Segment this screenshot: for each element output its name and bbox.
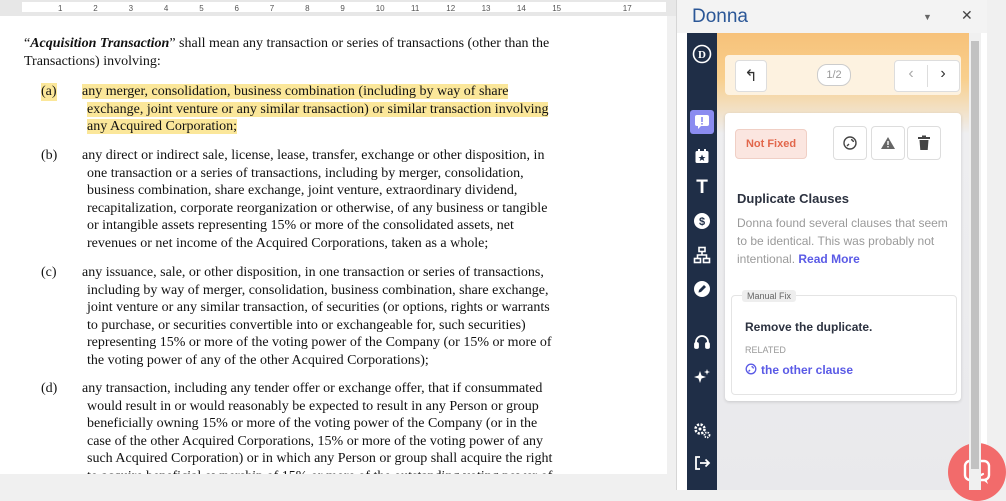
clause-line-text: case of the other Acquired Corporations, 15% or more of the voting power of any [87, 433, 544, 449]
issue-description [737, 214, 955, 268]
fix-type-tag: Manual Fix [742, 290, 796, 302]
clause-line [87, 398, 539, 416]
ruler-mark: 8 [305, 4, 310, 13]
intro-text: ” shall mean any transaction or series of transactions (other than the [169, 36, 550, 51]
ruler-mark: 4 [163, 4, 169, 13]
clause-line [87, 317, 526, 335]
donna-task-pane [676, 0, 987, 490]
clause-line-text: revenues or net income of the Acquired Corporations, taken as a whole; [87, 236, 489, 251]
clause-line-text: representing 15% or more of the voting power of the Company (or 15% or more of [87, 335, 552, 351]
clause-line [87, 352, 429, 370]
locate-clause-button[interactable] [833, 126, 867, 160]
clause-line-text: the voting power of any of the other Acquired Corporations); [87, 353, 429, 368]
clause-line-text: any direct or indirect sale, license, lease, transfer, exchange or other disposition, in [82, 148, 545, 163]
clause-line [87, 217, 514, 235]
manual-fix-card [731, 291, 957, 395]
ruler-mark: 11 [411, 4, 420, 13]
svg-text:$: $ [698, 216, 706, 228]
clause-label: (c) [41, 265, 57, 280]
clause-line [87, 415, 537, 433]
clause-line-text: to purchase, or securities convertible into or exchangeable for, such securities) [87, 317, 526, 333]
clause-label: (d) [41, 381, 58, 396]
locate-icon [842, 135, 858, 151]
issue-panel [717, 33, 969, 490]
ruler-mark: 14 [516, 4, 526, 13]
clause-line-text: beneficially owning 15% or more of the voting power of the Company (or in the [87, 416, 538, 432]
hierarchy-icon[interactable] [690, 243, 714, 267]
svg-text:D: D [698, 49, 706, 61]
clause-line-text: any issuance, sale, or other disposition, in one transaction or series of transactions, [82, 265, 544, 280]
pane-close-icon[interactable]: ✕ [961, 7, 973, 23]
trash-icon [917, 135, 931, 151]
clause-line [87, 200, 547, 218]
clause-line [87, 101, 548, 119]
delete-button[interactable] [907, 126, 941, 160]
issue-pager [894, 60, 960, 92]
definition-intro: “Acquisition Transaction” shall mean any transaction or series of transactions (other than the [24, 36, 550, 51]
text-icon[interactable]: T [696, 177, 708, 198]
related-label: RELATED [745, 345, 786, 355]
donna-sidebar [687, 33, 717, 490]
calendar-star-icon[interactable] [690, 144, 714, 168]
clause-line-text: including by way of merger, consolidation, business combination, share exchange, [87, 282, 549, 298]
ignore-warning-button[interactable] [871, 126, 905, 160]
read-more-link[interactable]: Read More [798, 252, 860, 266]
related-link-icon [745, 363, 757, 375]
ruler-mark: 15 [552, 4, 562, 13]
ruler [0, 0, 676, 17]
warning-icon [880, 135, 896, 151]
clause-label: (b) [41, 148, 58, 163]
related-clause-link[interactable] [745, 363, 853, 377]
clause-line-text: any transaction, including any tender offer or exchange offer, that if consummated [82, 381, 543, 396]
clause-line [87, 299, 550, 317]
document-page[interactable] [0, 16, 667, 474]
ruler-mark: 3 [128, 4, 134, 13]
headset-icon[interactable] [690, 330, 714, 354]
clause-line-text: such Acquired Corporation) or in which any Person or group shall acquire the right [87, 451, 553, 467]
issue-counter: 1/2 [817, 64, 851, 86]
clause-line-text: joint venture or any similar transaction, of securities (or options, rights or warrants [87, 300, 550, 316]
clause-line [82, 147, 544, 165]
back-button[interactable] [735, 60, 767, 92]
clause-line [87, 182, 517, 200]
ruler-mark: 7 [269, 4, 275, 13]
clause-line [87, 165, 524, 183]
previous-issue-button[interactable]: ‹ [895, 65, 928, 87]
ruler-mark: 9 [340, 4, 345, 13]
clause-line [82, 264, 544, 282]
issue-title: Duplicate Clauses [737, 191, 849, 206]
clause-line-text: exchange, joint venture or any similar transaction) or similar transaction involving [87, 101, 549, 117]
issue-navigation [725, 55, 961, 95]
pen-icon[interactable] [690, 277, 714, 301]
ruler-mark: 17 [622, 4, 632, 13]
next-issue-button[interactable]: › [940, 65, 946, 82]
ruler-mark: 13 [481, 4, 491, 13]
clause-line [87, 282, 548, 300]
clause-line [82, 380, 542, 398]
dollar-icon[interactable] [690, 209, 714, 233]
intro-line-2: Transactions) involving: [24, 54, 161, 69]
ruler-track [22, 2, 666, 12]
ruler-mark: 12 [446, 4, 456, 13]
status-badge: Not Fixed [735, 129, 807, 159]
pane-header [677, 0, 987, 33]
pane-options-caret-icon[interactable]: ▼ [923, 12, 932, 22]
clause-line [87, 118, 237, 136]
clause-line [87, 235, 488, 253]
clause-line [87, 433, 543, 451]
issues-icon[interactable] [690, 110, 714, 134]
defined-term: Acquisition Transaction [30, 36, 170, 51]
clause-line-text: one transaction or a series of transactions, including by merger, consolidation, [87, 165, 524, 181]
clause-label: (a) [41, 84, 57, 99]
back-arrow-icon: ↰ [744, 68, 758, 85]
sparkles-icon[interactable] [690, 365, 714, 389]
fix-instruction: Remove the duplicate. [745, 320, 873, 334]
clause-line-text: would result in or would reasonably be expected to result in any Person or group [87, 398, 539, 414]
pane-scrollbar[interactable] [969, 33, 981, 490]
clause-line [87, 334, 552, 352]
ruler-mark: 5 [199, 4, 204, 13]
clause-line-text: any Acquired Corporation; [87, 119, 238, 135]
ruler-mark: 1 [58, 4, 63, 13]
pane-scrollbar-thumb[interactable] [971, 41, 979, 469]
clause-line-text: any merger, consolidation, business combination (including by way of share [82, 84, 509, 99]
clause-line [82, 83, 508, 101]
exit-icon[interactable] [690, 451, 714, 475]
clause-line-text: recapitalization, corporate reorganization or otherwise, of any business or tangible [87, 200, 548, 216]
pane-title: Donna [692, 6, 748, 27]
issue-description-text: Donna found several clauses that seem to be identical. This was probably not intentional. [737, 216, 948, 266]
clause-line-text: or intangible assets representing 15% or more of the consolidated assets, net [87, 218, 514, 234]
issue-card [725, 113, 961, 401]
settings-icon[interactable] [690, 418, 714, 442]
ruler-mark: 6 [234, 4, 239, 13]
clause-line [87, 450, 552, 468]
related-link-text: the other clause [761, 363, 854, 377]
ruler-mark: 10 [375, 4, 385, 13]
document-status-strip [0, 474, 676, 490]
ruler-mark: 2 [93, 4, 98, 13]
document-scrollbar[interactable] [667, 16, 676, 474]
donna-logo-icon[interactable] [690, 42, 714, 66]
clause-line-text: business combination, share exchange, joint venture, extraordinary dividend, [87, 183, 518, 199]
